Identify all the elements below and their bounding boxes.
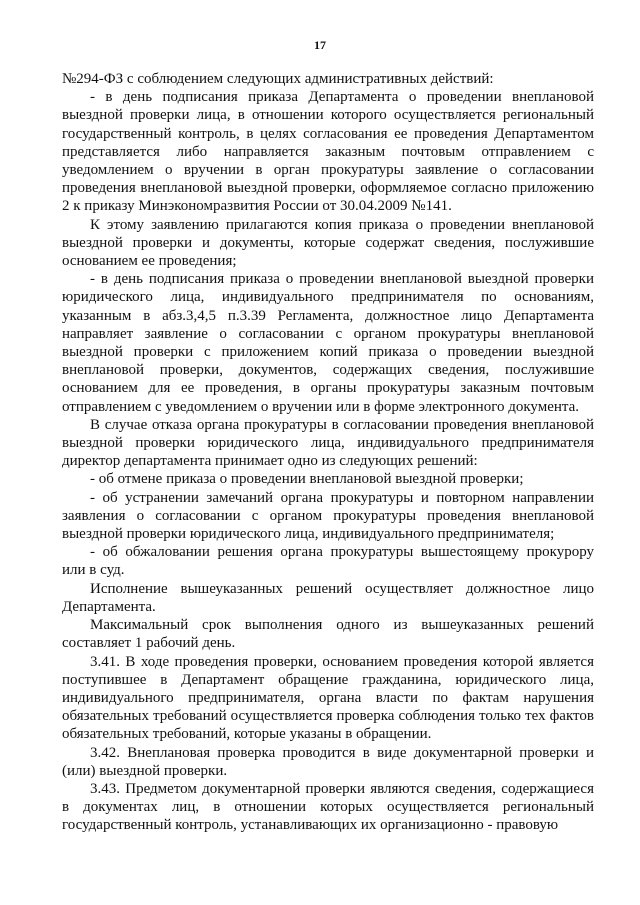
paragraph: Исполнение вышеуказанных решений осуществляет должностное лицо Департамента. [62,580,594,615]
paragraph: 3.41. В ходе проведения проверки, основанием проведения которой является поступившее в Департамент обращение гражданина, юридического лица, индивидуального предпринимателя, органа власти по фактам нарушения обязательных требований осуществляется проверка соблюдения только тех фактов обязательных требований, которые указаны в обращении. [62,653,594,743]
paragraph: К этому заявлению прилагаются копия приказа о проведении внеплановой выездной проверки и документы, которые содержат сведения, послужившие основанием ее проведения; [62,216,594,270]
paragraph: - об отмене приказа о проведении внеплановой выездной проверки; [90,471,524,488]
paragraph: - в день подписания приказа о проведении внеплановой выездной проверки юридического лица, индивидуального предпринимателя по основаниям, указанным в абз.3,4,5 п.3.39 Регламента, должностное лицо Департамента направляет заявление о согласовании с органом прокуратуры внеплановой выездной проверки с приложением копий приказа о проведении выездной внеплановой проверки, документов, содержащих сведения, послужившие основанием для ее проведения, в органы прокуратуры заказным почтовым отправлением с уведомлением о вручении или в форме электронного документа. [62,271,594,415]
page-number: 17 [314,38,326,52]
paragraph: 3.43. Предметом документарной проверки являются сведения, содержащиеся в документах лиц, в отношении которых осуществляется региональный государственный контроль, устанавливающих их организационно - правовую [62,780,594,834]
paragraph: 3.42. Внеплановая проверка проводится в виде документарной проверки и (или) выездной проверки. [62,744,594,779]
paragraph: - в день подписания приказа Департамента о проведении внеплановой выездной проверки лица, в отношении которого осуществляется региональный государственный контроль, в целях согласования ее проведения Департаментом представляется либо направляется заказным почтовым отправлением с уведомлением о вручении в орган прокуратуры заявление о согласовании проведения внеплановой выездной проверки, оформляемое согласно приложению 2 к приказу Минэкономразвития России от 30.04.2009 №141. [62,89,594,215]
paragraph: В случае отказа органа прокуратуры в согласовании проведения внеплановой выездной проверки юридического лица, индивидуального предпринимателя директор департамента принимает одно из следующих решений: [62,416,594,470]
paragraph: Максимальный срок выполнения одного из вышеуказанных решений составляет 1 рабочий день. [62,617,594,652]
paragraph: №294-ФЗ с соблюдением следующих административных действий: [62,71,494,87]
document-body [62,70,594,835]
paragraph: - об устранении замечаний органа прокуратуры и повторном направлении заявления о согласовании с органом прокуратуры проведения внеплановой выездной проверки юридического лица, индивидуального предпринимателя; [62,489,594,543]
paragraph: - об обжаловании решения органа прокуратуры вышестоящему прокурору или в суд. [62,544,594,579]
